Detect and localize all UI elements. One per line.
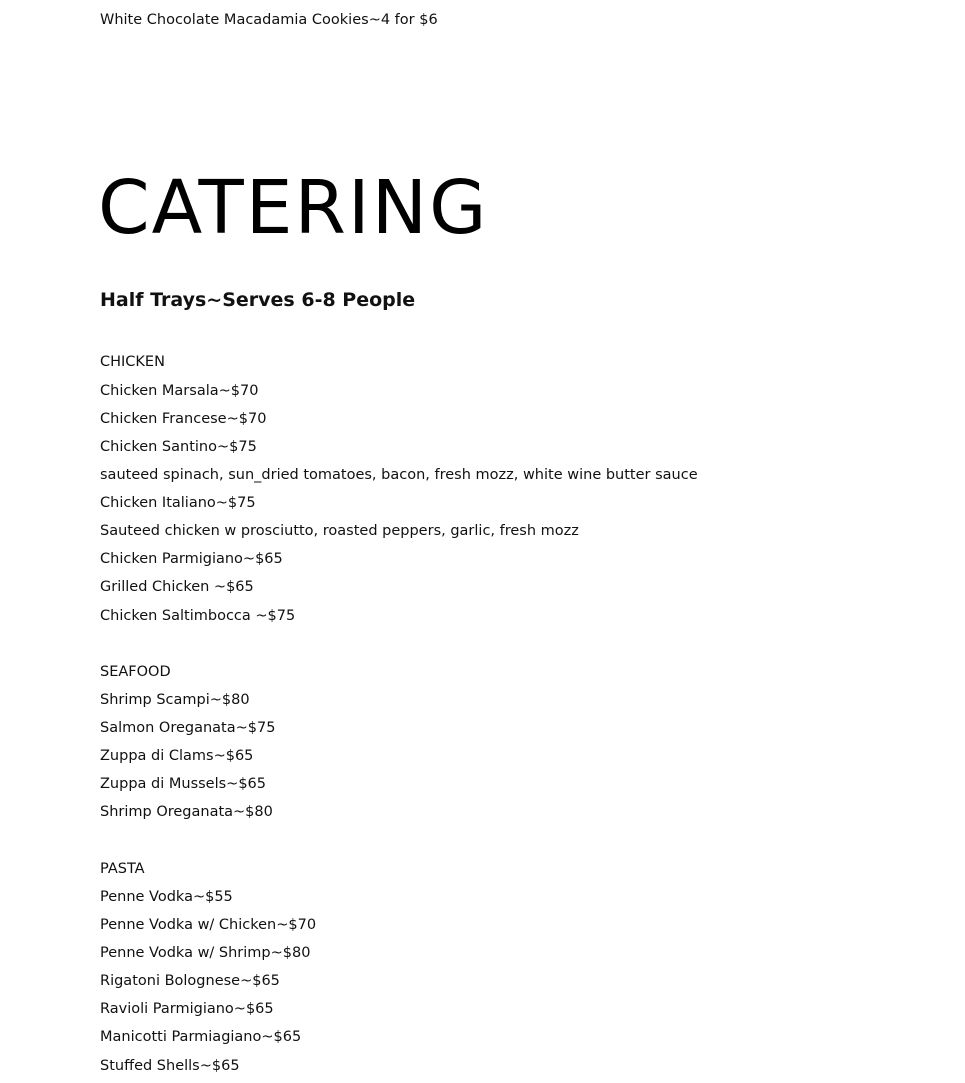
- menu-item: Penne Vodka~$55: [100, 889, 233, 905]
- menu-item: Shrimp Scampi~$80: [100, 692, 250, 708]
- menu-item-description: sauteed spinach, sun_dried tomatoes, bacon, fresh mozz, white wine butter sauce: [100, 467, 698, 483]
- menu-item: Salmon Oreganata~$75: [100, 720, 276, 736]
- page-title: CATERING: [98, 165, 489, 251]
- menu-item: Zuppa di Clams~$65: [100, 748, 254, 764]
- menu-item: Rigatoni Bolognese~$65: [100, 973, 280, 989]
- menu-item: Penne Vodka w/ Chicken~$70: [100, 917, 317, 933]
- menu-item: Stuffed Shells~$65: [100, 1058, 240, 1074]
- menu-item: Manicotti Parmiagiano~$65: [100, 1029, 302, 1045]
- menu-item: Penne Vodka w/ Shrimp~$80: [100, 945, 311, 961]
- menu-item: Grilled Chicken ~$65: [100, 579, 254, 595]
- menu-item: Zuppa di Mussels~$65: [100, 776, 267, 792]
- menu-item-cookies: White Chocolate Macadamia Cookies~4 for $6: [100, 12, 438, 28]
- menu-item: Chicken Saltimbocca ~$75: [100, 608, 296, 624]
- menu-item: Shrimp Oreganata~$80: [100, 804, 273, 820]
- menu-item: Chicken Marsala~$70: [100, 383, 259, 399]
- menu-item: Chicken Italiano~$75: [100, 495, 256, 511]
- section-subtitle: Half Trays~Serves 6-8 People: [100, 289, 416, 311]
- section-header-pasta: PASTA: [100, 861, 145, 877]
- menu-item: Chicken Francese~$70: [100, 411, 267, 427]
- menu-item: Ravioli Parmigiano~$65: [100, 1001, 274, 1017]
- menu-item-description: Sauteed chicken w prosciutto, roasted peppers, garlic, fresh mozz: [100, 523, 579, 539]
- menu-item: Chicken Santino~$75: [100, 439, 257, 455]
- menu-item: Chicken Parmigiano~$65: [100, 551, 283, 567]
- section-header-seafood: SEAFOOD: [100, 664, 171, 680]
- section-header-chicken: CHICKEN: [100, 354, 165, 370]
